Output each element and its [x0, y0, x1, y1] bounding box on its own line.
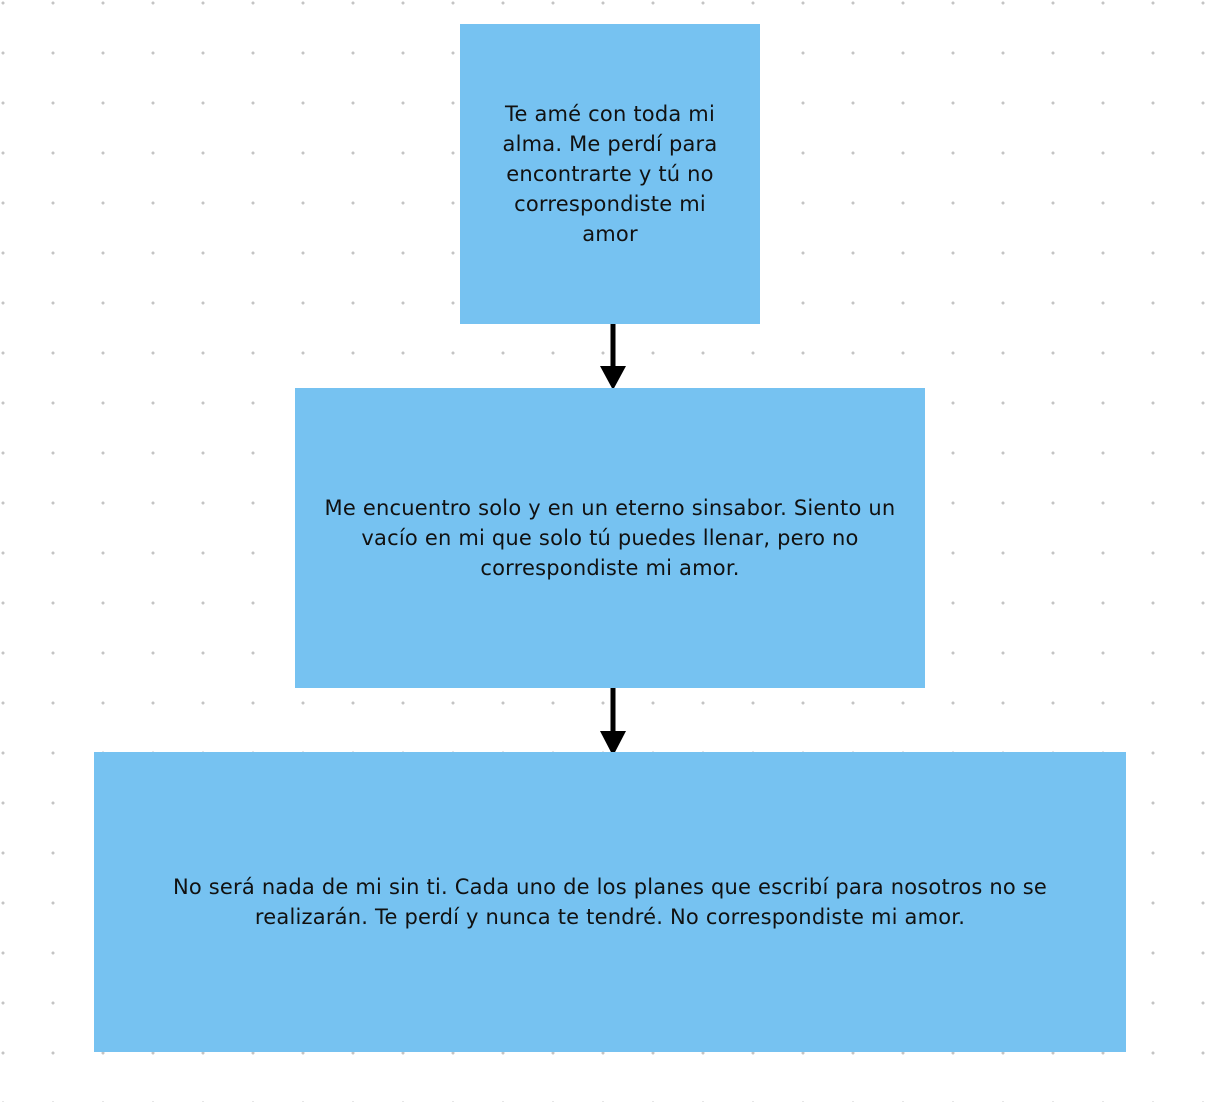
arrow-node1-to-node2	[600, 320, 626, 390]
flow-box-1-text: Te amé con toda mi alma. Me perdí para encontrarte y tú no correspondiste mi amor	[502, 102, 718, 246]
flow-box-3[interactable]	[94, 752, 1126, 1052]
flow-box-3-text: No será nada de mi sin ti. Cada uno de los planes que escribí para nosotros no se realizarán. Te perdí y nunca te tendré. No correspondiste mi amor.	[172, 875, 1048, 929]
flow-box-2[interactable]	[295, 388, 925, 688]
arrow-node2-to-node3	[600, 685, 626, 756]
flow-box-1[interactable]	[460, 24, 760, 324]
flow-box-2-text: Me encuentro solo y en un eterno sinsabor. Siento un vacío en mi que solo tú puedes llenar, pero no correspondiste mi amor.	[324, 496, 896, 580]
